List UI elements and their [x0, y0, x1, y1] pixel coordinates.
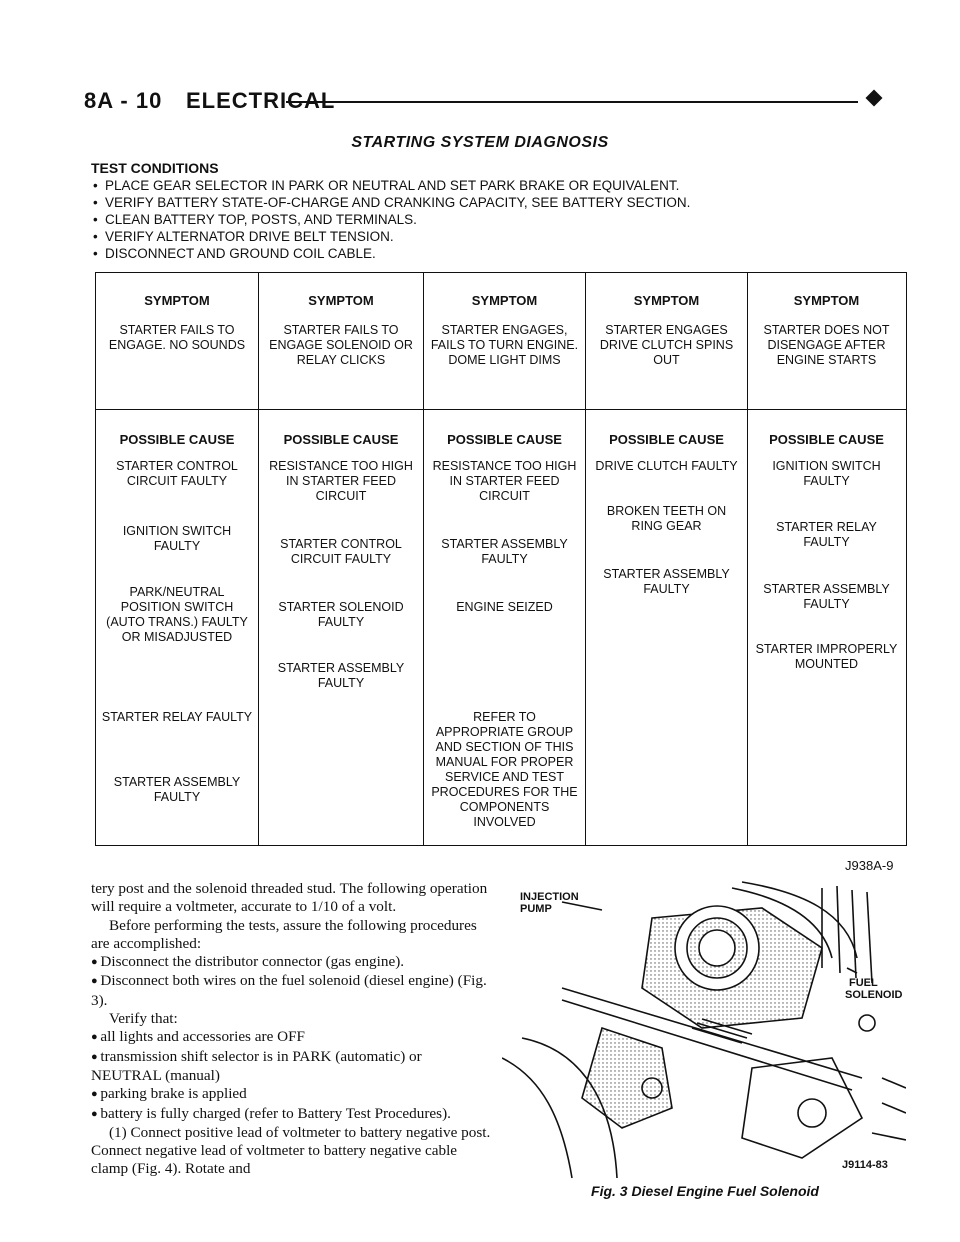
symptom-text: STARTER ENGAGES, FAILS TO TURN ENGINE. DOME LIGHT DIMS [430, 323, 579, 367]
cause-item: RESISTANCE TOO HIGH IN STARTER FEED CIRCUIT [432, 459, 577, 503]
symptom-text: STARTER DOES NOT DISENGAGE AFTER ENGINE STARTS [763, 323, 890, 367]
body-bullet: ● Disconnect both wires on the fuel solenoid (diesel engine) (Fig. 3). [91, 972, 495, 1010]
cause-item: STARTER RELAY FAULTY [101, 710, 253, 724]
cause-item: STARTER RELAY FAULTY [776, 520, 877, 549]
symptom-header: SYMPTOM [633, 293, 700, 308]
cause-item: BROKEN TEETH ON RING GEAR [606, 504, 727, 533]
cause-item: STARTER ASSEMBLY FAULTY [441, 537, 568, 566]
cause-header: POSSIBLE CAUSE [119, 432, 235, 447]
cause-item: STARTER CONTROL CIRCUIT FAULTY [116, 459, 238, 488]
symptom-text: STARTER ENGAGES DRIVE CLUTCH SPINS OUT [599, 323, 734, 367]
figure-label-pump: PUMP [520, 903, 552, 915]
table-figure-code: J938A-9 [845, 858, 894, 873]
table-column-1 [96, 273, 259, 845]
page-header [84, 88, 884, 118]
diagnosis-title: STARTING SYSTEM DIAGNOSIS [351, 134, 609, 151]
body-text [91, 880, 495, 1179]
test-condition-item: • PLACE GEAR SELECTOR IN PARK OR NEUTRAL AND SET PARK BRAKE OR EQUIVALENT. [91, 177, 871, 194]
test-conditions-heading: TEST CONDITIONS [91, 160, 219, 176]
cause-item: RESISTANCE TOO HIGH IN STARTER FEED CIRCUIT [269, 459, 413, 503]
cause-header: POSSIBLE CAUSE [283, 432, 399, 447]
cause-item: STARTER ASSEMBLY FAULTY [603, 567, 730, 596]
table-column-5 [748, 273, 905, 845]
symptom-header: SYMPTOM [471, 293, 538, 308]
figure-label-fuel: FUEL [849, 977, 878, 989]
test-condition-item: • VERIFY BATTERY STATE-OF-CHARGE AND CRANKING CAPACITY, SEE BATTERY SECTION. [91, 194, 871, 211]
table-column-3 [424, 273, 586, 845]
cause-item: PARK/NEUTRAL POSITION SWITCH (AUTO TRANS.) FAULTY OR MISADJUSTED [106, 585, 248, 644]
body-paragraph: tery post and the solenoid threaded stud. The following operation will require a voltmeter, accurate to 1/10 of a volt. [91, 880, 488, 916]
cause-header: POSSIBLE CAUSE [447, 432, 562, 447]
cause-item: IGNITION SWITCH FAULTY [122, 524, 232, 553]
body-bullet: ● battery is fully charged (refer to Battery Test Procedures). [91, 1105, 495, 1124]
cause-item: DRIVE CLUTCH FAULTY [595, 459, 738, 473]
engine-illustration [502, 878, 906, 1180]
page-number: 8A - 10 [84, 88, 163, 113]
body-bullet: ● all lights and accessories are OFF [91, 1028, 495, 1047]
test-condition-item: • DISCONNECT AND GROUND COIL CABLE. [91, 245, 871, 262]
fuel-solenoid-figure [502, 878, 906, 1180]
test-conditions [91, 160, 871, 262]
figure-label-solenoid: SOLENOID [845, 989, 903, 1001]
cause-item: STARTER CONTROL CIRCUIT FAULTY [280, 537, 402, 566]
diamond-icon [866, 90, 883, 107]
section-title: ELECTRICAL [186, 88, 336, 113]
body-paragraph: Before performing the tests, assure the following procedures are accomplished: [91, 916, 477, 952]
cause-header: POSSIBLE CAUSE [609, 432, 724, 447]
cause-item: REFER TO APPROPRIATE GROUP AND SECTION OF THIS MANUAL FOR PROPER SERVICE AND TEST PROCEDURES FOR THE COMPONENTS INVOLVED [431, 710, 578, 829]
cause-item: ENGINE SEIZED [456, 600, 553, 614]
cause-item: STARTER ASSEMBLY FAULTY [113, 775, 241, 804]
test-conditions-list [91, 177, 871, 262]
diagnosis-table [95, 272, 907, 846]
symptom-header: SYMPTOM [308, 293, 374, 308]
symptom-header: SYMPTOM [144, 293, 210, 308]
cause-item: IGNITION SWITCH FAULTY [772, 459, 881, 488]
cause-item: STARTER ASSEMBLY FAULTY [277, 661, 405, 690]
figure-label-injection: INJECTION [520, 891, 579, 903]
body-bullet: ● transmission shift selector is in PARK (automatic) or NEUTRAL (manual) [91, 1048, 495, 1086]
body-paragraph: Verify that: [109, 1010, 178, 1028]
cause-item: STARTER ASSEMBLY FAULTY [763, 582, 890, 611]
body-paragraph: (1) Connect positive lead of voltmeter to battery negative post. Connect negative lead of voltmeter to battery negative cable clamp (Fig. 4). Rotate and [91, 1123, 491, 1178]
body-bullet: ● parking brake is applied [91, 1085, 495, 1104]
figure-code: J9114-83 [842, 1159, 888, 1171]
test-condition-item: • CLEAN BATTERY TOP, POSTS, AND TERMINALS. [91, 211, 871, 228]
symptom-text: STARTER FAILS TO ENGAGE SOLENOID OR RELAY CLICKS [269, 323, 413, 367]
cause-item: STARTER SOLENOID FAULTY [278, 600, 404, 629]
symptom-text: STARTER FAILS TO ENGAGE. NO SOUNDS [108, 323, 246, 352]
body-bullet: ● Disconnect the distributor connector (gas engine). [91, 953, 495, 972]
test-condition-item: • VERIFY ALTERNATOR DRIVE BELT TENSION. [91, 228, 871, 245]
symptom-header: SYMPTOM [793, 293, 860, 308]
table-column-2 [259, 273, 424, 845]
cause-header: POSSIBLE CAUSE [769, 432, 884, 447]
table-column-4 [586, 273, 748, 845]
figure-caption: Fig. 3 Diesel Engine Fuel Solenoid [591, 1183, 819, 1199]
header-rule [286, 101, 858, 103]
cause-item: STARTER IMPROPERLY MOUNTED [755, 642, 898, 671]
